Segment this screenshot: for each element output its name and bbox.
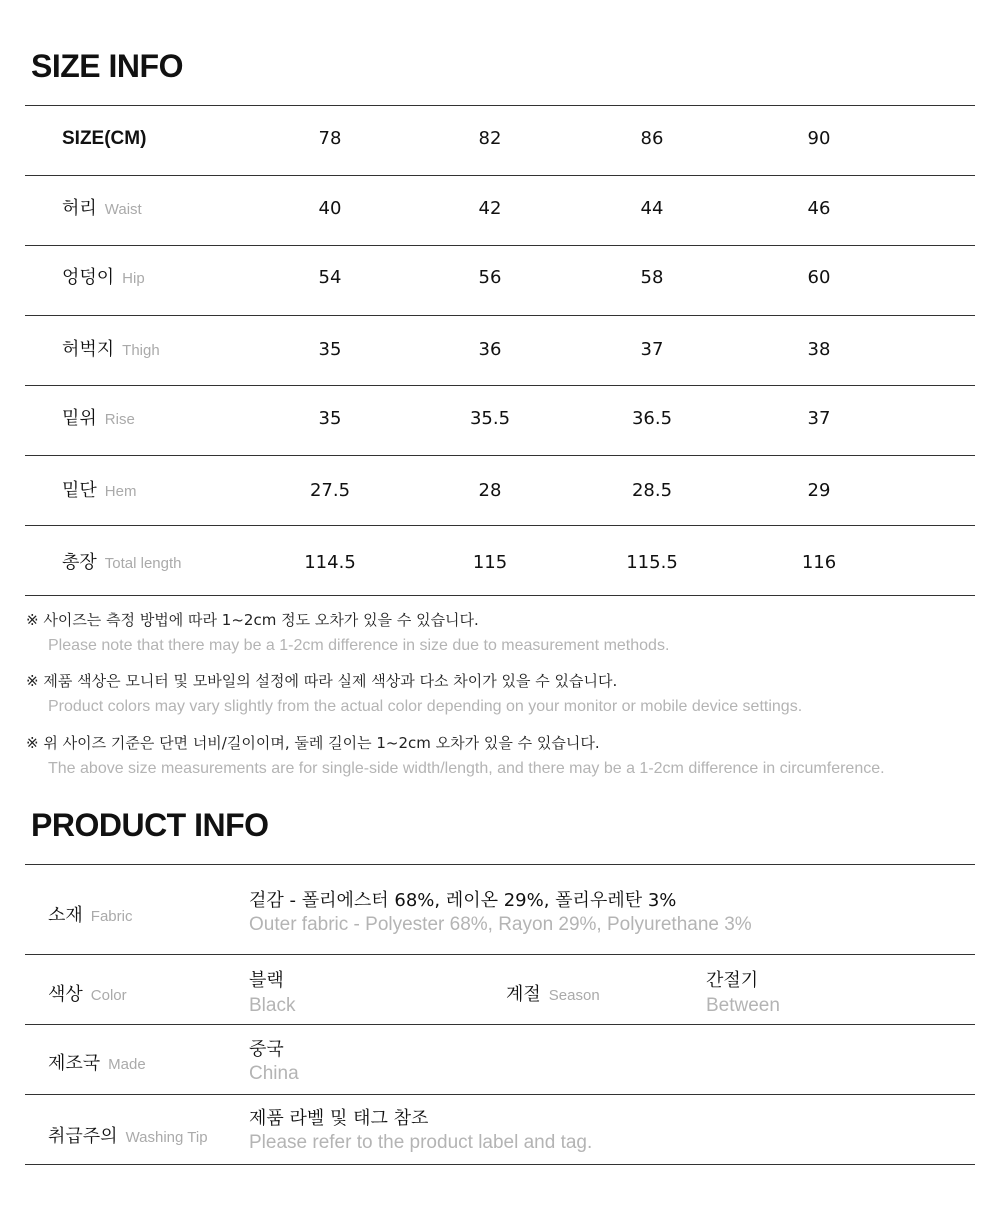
size-value: 29	[807, 480, 831, 501]
size-value: 35	[318, 408, 342, 429]
divider	[25, 954, 975, 955]
size-value: 60	[807, 267, 831, 288]
washing-value-ko: 제품 라벨 및 태그 참조	[249, 1108, 429, 1129]
divider	[25, 245, 975, 246]
note-ko: ※ 사이즈는 측정 방법에 따라 1~2cm 정도 오차가 있을 수 있습니다.	[26, 611, 479, 629]
row-label-en: Rise	[104, 411, 135, 428]
label-ko: 계절	[506, 984, 541, 1005]
size-value: 27.5	[309, 480, 351, 501]
row-label	[62, 480, 136, 503]
size-header-label: SIZE(CM)	[62, 128, 147, 149]
size-value: 40	[318, 198, 342, 219]
note-en: Please note that there may be a 1-2cm difference in size due to measurement methods.	[48, 637, 670, 654]
label-en: Color	[90, 987, 127, 1004]
row-label-ko: 밑단	[62, 480, 97, 501]
size-value: 37	[640, 339, 664, 360]
size-value: 42	[478, 198, 502, 219]
row-label-ko: 허리	[62, 198, 97, 219]
size-value: 116	[801, 552, 837, 573]
washing-value-en: Please refer to the product label and tag.	[249, 1132, 593, 1153]
size-value: 37	[807, 408, 831, 429]
row-label-en: Thigh	[122, 342, 160, 359]
size-value: 56	[478, 267, 502, 288]
row-label-ko: 엉덩이	[62, 267, 115, 288]
divider	[25, 455, 975, 456]
row-label	[62, 408, 135, 431]
divider	[25, 525, 975, 526]
row-label	[62, 267, 145, 290]
fabric-value-ko: 겉감 - 폴리에스터 68%, 레이온 29%, 폴리우레탄 3%	[249, 890, 677, 911]
made-label	[48, 1049, 146, 1075]
row-label	[62, 198, 142, 221]
note-en: Product colors may vary slightly from the actual color depending on your monitor or mobile device settings.	[48, 698, 803, 715]
divider	[25, 385, 975, 386]
size-header-cell: 90	[807, 128, 831, 149]
made-value-ko: 중국	[249, 1039, 284, 1060]
size-value: 114.5	[304, 552, 356, 573]
color-value-en: Black	[249, 995, 296, 1016]
size-value: 46	[807, 198, 831, 219]
note-en: The above size measurements are for single-side width/length, and there may be a 1-2cm difference in circumference.	[48, 760, 885, 777]
label-ko: 소재	[48, 905, 83, 926]
fabric-label	[48, 901, 132, 927]
size-value: 115.5	[626, 552, 678, 573]
fabric-value-en: Outer fabric - Polyester 68%, Rayon 29%, Polyurethane 3%	[249, 914, 752, 935]
divider	[25, 315, 975, 316]
divider	[25, 175, 975, 176]
size-value: 35.5	[469, 408, 511, 429]
size-value: 35	[318, 339, 342, 360]
divider	[25, 1024, 975, 1025]
row-label-en: Hip	[122, 270, 145, 287]
color-label	[48, 980, 127, 1006]
row-label-ko: 허벅지	[62, 339, 115, 360]
size-value: 36	[478, 339, 502, 360]
product-info-title: PRODUCT INFO	[31, 807, 269, 843]
label-en: Season	[548, 987, 600, 1004]
row-label-en: Hem	[104, 483, 137, 500]
divider	[25, 595, 975, 596]
season-value-en: Between	[706, 995, 780, 1016]
size-value: 58	[640, 267, 664, 288]
made-value-en: China	[249, 1063, 299, 1084]
row-label-ko: 총장	[62, 552, 97, 573]
divider	[25, 1094, 975, 1095]
size-value: 44	[640, 198, 664, 219]
size-header-cell: 86	[640, 128, 664, 149]
note-ko: ※ 제품 색상은 모니터 및 모바일의 설정에 따라 실제 색상과 다소 차이가 있을 수 있습니다.	[26, 672, 618, 690]
divider	[25, 105, 975, 106]
size-value: 36.5	[631, 408, 673, 429]
season-label	[506, 980, 600, 1006]
size-header-cell: 78	[318, 128, 342, 149]
row-label-en: Total length	[104, 555, 182, 572]
size-value: 28	[478, 480, 502, 501]
washing-label	[48, 1122, 208, 1148]
row-label	[62, 339, 160, 362]
season-value-ko: 간절기	[706, 970, 759, 991]
row-label-ko: 밑위	[62, 408, 97, 429]
label-ko: 색상	[48, 984, 83, 1005]
note-ko: ※ 위 사이즈 기준은 단면 너비/길이이며, 둘레 길이는 1~2cm 오차가 있을 수 있습니다.	[26, 734, 600, 752]
size-info-title: SIZE INFO	[31, 48, 183, 84]
label-ko: 제조국	[48, 1053, 101, 1074]
size-value: 115	[472, 552, 508, 573]
label-en: Fabric	[90, 908, 133, 925]
row-label-en: Waist	[104, 201, 142, 218]
label-en: Washing Tip	[125, 1129, 208, 1146]
size-header-cell: 82	[478, 128, 502, 149]
label-ko: 취급주의	[48, 1126, 118, 1147]
size-value: 28.5	[631, 480, 673, 501]
color-value-ko: 블랙	[249, 970, 284, 991]
divider	[25, 864, 975, 865]
size-value: 54	[318, 267, 342, 288]
divider	[25, 1164, 975, 1165]
row-label	[62, 552, 182, 575]
size-value: 38	[807, 339, 831, 360]
label-en: Made	[108, 1056, 146, 1073]
